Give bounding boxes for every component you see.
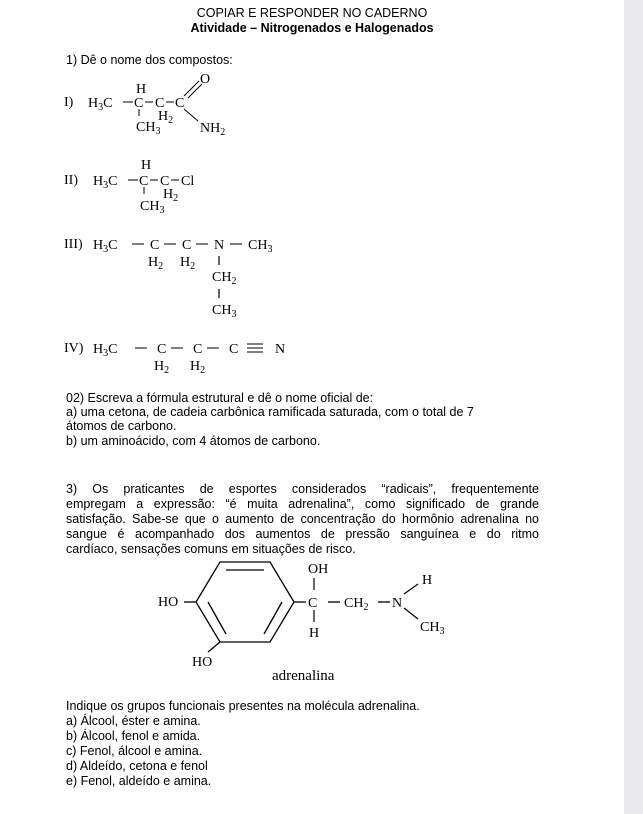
question-2-item-a-line1: a) uma cetona, de cadeia carbônica ramificada saturada, com o total de 7: [66, 405, 474, 419]
compound-iii-label: III): [64, 237, 83, 252]
svg-text:HO: HO: [192, 655, 213, 670]
option-d: d) Aldeído, cetona e fenol: [66, 759, 208, 773]
svg-text:H3C: $H_3C$: [93, 342, 118, 359]
svg-text:H3C: $H_3C$: [93, 238, 118, 255]
svg-text:H3C: $H_3C$: [93, 174, 118, 191]
svg-text:C: C: [160, 174, 170, 189]
compound-ii-structure: [60, 152, 240, 222]
svg-text:H2: $H_2$: [148, 255, 164, 272]
option-c: c) Fenol, álcool e amina.: [66, 744, 203, 758]
svg-text:H2: $H_2$: [180, 255, 196, 272]
option-b: b) Álcool, fenol e amida.: [66, 729, 201, 743]
question-2-item-b: b) um aminoácido, com 4 átomos de carbono.: [66, 434, 321, 448]
svg-text:CH3: $CH_3$: [136, 120, 161, 137]
svg-text:C: C: [155, 96, 165, 111]
svg-text:CH3: $CH_3$: [420, 620, 445, 637]
question-3-line-3: satisfação. Sabe-se que o aumento de concentração do hormônio adrenalina no: [66, 512, 539, 526]
svg-text:H2: $H_2$: [190, 359, 206, 376]
svg-text:C: C: [150, 238, 160, 253]
svg-text:H: H: [141, 158, 152, 173]
compound-i-label: I): [64, 95, 74, 110]
option-e: e) Fenol, aldeído e amina.: [66, 774, 212, 788]
svg-text:C: C: [193, 342, 203, 357]
compound-i-structure: [60, 66, 260, 146]
svg-text:C: C: [182, 238, 192, 253]
svg-text:CH3: $CH_3$: [140, 199, 165, 216]
svg-text:C: C: [229, 342, 239, 357]
svg-text:C: C: [308, 596, 318, 611]
svg-text:C: C: [139, 174, 149, 189]
question-1-prompt: 1) Dê o nome dos compostos:: [66, 53, 233, 67]
page-subtitle: Atividade – Nitrogenados e Halogenados: [190, 21, 434, 35]
compound-iii-structure: [60, 228, 320, 328]
question-3-line-2: empregam a expressão: “é muita adrenalina”, como significado de grande: [66, 497, 539, 511]
svg-text:OH: OH: [308, 562, 329, 577]
svg-text:H2: $H_2$: [154, 359, 170, 376]
svg-text:H: H: [422, 573, 433, 588]
svg-text:HO: HO: [158, 595, 179, 610]
svg-text:H: H: [136, 82, 147, 97]
svg-text:CH3: $CH_3$: [248, 238, 273, 255]
compound-ii-label: II): [64, 173, 78, 188]
question-3-line-5: cardíaco, sensações comuns em situações de risco.: [66, 542, 356, 556]
question-3-line-1: 3) Os praticantes de esportes considerados “radicais”, frequentemente: [66, 482, 539, 496]
svg-text:NH2: $NH_2$: [200, 121, 226, 138]
compound-iv-structure: [60, 330, 320, 380]
question-3-line-4: sangue é acompanhado dos aumentos de pressão sanguínea e do ritmo: [66, 527, 539, 541]
question-2-item-a-line2: átomos de carbono.: [66, 419, 177, 433]
svg-text:C: C: [134, 96, 144, 111]
svg-text:H: H: [309, 626, 320, 641]
svg-text:H3C: $H_3C$: [88, 96, 113, 113]
page-scrollbar-margin: [624, 0, 643, 814]
svg-text:C: C: [175, 96, 185, 111]
compound-iv-label: IV): [64, 341, 84, 356]
question-2-prompt: 02) Escreva a fórmula estrutural e dê o nome oficial de:: [66, 391, 374, 405]
page-title: COPIAR E RESPONDER NO CADERNO: [196, 6, 428, 20]
svg-text:O: O: [200, 72, 211, 87]
option-a: a) Álcool, éster e amina.: [66, 714, 201, 728]
svg-text:N: N: [392, 596, 403, 611]
adrenaline-caption: adrenalina: [272, 668, 335, 684]
svg-text:CH2: $CH_2$: [212, 270, 237, 287]
svg-text:H2: $H_2$: [158, 109, 174, 126]
svg-text:CH2: $CH_2$: [344, 596, 369, 613]
svg-text:H2: $H_2$: [163, 187, 179, 204]
svg-text:Cl: Cl: [181, 174, 195, 189]
svg-text:N: N: [275, 342, 286, 357]
svg-text:CH3: $CH_3$: [212, 303, 237, 320]
svg-text:N: N: [214, 238, 225, 253]
svg-text:C: C: [157, 342, 167, 357]
question-3-prompt: Indique os grupos funcionais presentes na molécula adrenalina.: [66, 699, 420, 713]
